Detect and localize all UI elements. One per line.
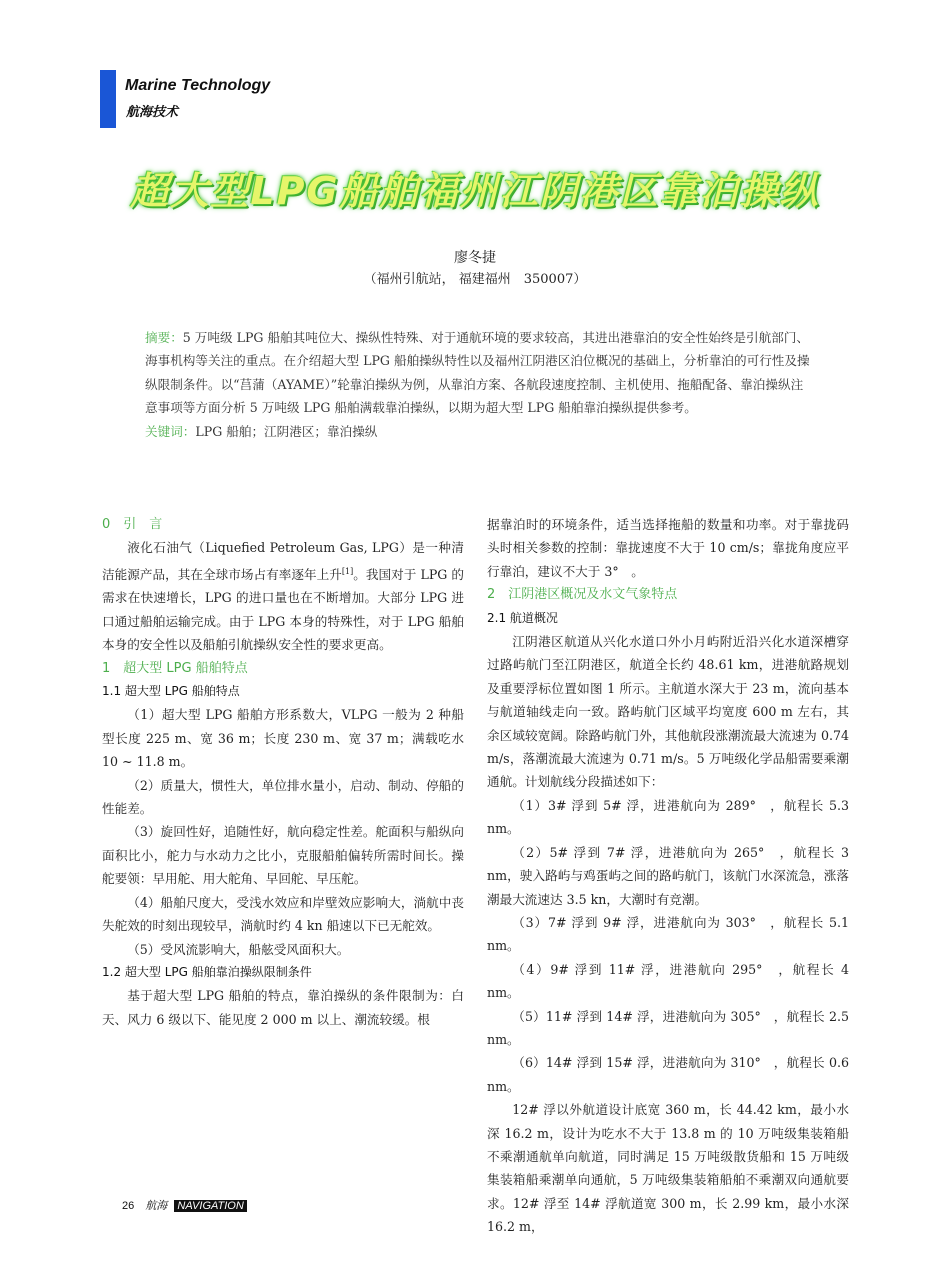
section-color-bar [100, 70, 116, 128]
section-title-en: Marine Technology [125, 77, 271, 94]
author-name: 廖冬捷 [454, 250, 496, 266]
keywords-label: 关键词： [145, 423, 196, 439]
section-1-1-heading: 1.1 超大型 LPG 船舶特点 [102, 684, 240, 699]
section-1-heading: 1 超大型 LPG 船舶特点 [102, 660, 248, 676]
section-2-1-heading: 2.1 航道概况 [487, 610, 558, 625]
section-0-heading: 0 引 言 [102, 517, 163, 532]
intro-paragraph [102, 536, 464, 656]
body-column-left [102, 513, 464, 1031]
magazine-name-en: NAVIGATION [174, 1200, 246, 1212]
magazine-name: 航海 [145, 1200, 168, 1212]
keywords-value: LPG 船舶；江阴港区；靠泊操纵 [195, 423, 378, 439]
abstract-body: 5 万吨级 LPG 船舶其吨位大、操纵性特殊、对于通航环境的要求较高，其进出港靠泊的安全性始终是引航部门、海事机构等关注的重点。在介绍超大型 LPG 船舶操纵特性以及福州江阴港区泊位概况的基础上，分析靠泊的可行性及操纵限制条件。以“莒蒲（AYAME）”轮靠泊操纵为例，从靠泊方案、各航段速度控制、主机使用、拖船配备、靠泊操纵注意事项等方面分析 5 万吨级 LPG 船舶满载靠泊操纵，以期为超大型 LPG 船舶靠泊操纵提供参考。 [145, 330, 810, 416]
route-leg: （3）7# 浮到 9# 浮，进港航向为 303° ，航程长 5.1 nm。 [487, 914, 849, 954]
page-footer [122, 1197, 247, 1213]
section-1-2-heading: 1.2 超大型 LPG 船舶靠泊操纵限制条件 [102, 964, 312, 979]
route-leg: （5）11# 浮到 14# 浮，进港航向为 305° ，航程长 2.5 nm。 [487, 1008, 849, 1047]
route-leg: （2）5# 浮到 7# 浮，进港航向为 265° ，航程长 3 nm，驶入路屿与鸡蛋屿之间的路屿航门，该航门水深流急，涨落潮最大流速达 3.5 kn，大潮时有竞潮。 [487, 844, 849, 907]
channel-paragraph: 江阴港区航道从兴化水道口外小月屿附近沿兴化水道深槽穿过路屿航门至江阴港区，航道全长约 48.61 km，进港航路规划及重要浮标位置如图 1 所示。主航道水深大于 23 m，流向基本与航道轴线走向一致。路屿航门区域平均宽度 600 m 左右，其余区域较宽阔。除路屿航门外，其他航段涨潮流最大流速为 0.74 m/s，落潮流最大流速为 0.71 m/s。5 万吨级化学品船需要乘潮通航。计划航线分段描述如下： [487, 634, 849, 790]
feature-item: （5）受风流影响大，船舷受风面积大。 [127, 941, 350, 957]
author-affiliation: （福州引航站， 福建福州 350007） [363, 272, 587, 287]
channel-design-paragraph: 12# 浮以外航道设计底宽 360 m，长 44.42 km，最小水深 16.2 m，设计为吃水不大于 13.8 m 的 10 万吨级集装箱船不乘潮通航单向航道，同时满足 15 万吨级散货船和 15 万吨级集装箱船乘潮单向通航，5 万吨级集装箱船舶不乘潮双向通航要求。12# 浮至 14# 浮航道宽 300 m，长 2.99 km，最小水深 16.2 m， [487, 1102, 849, 1235]
keywords-line [145, 420, 810, 443]
feature-item: （1）超大型 LPG 船舶方形系数大，VLPG 一般为 2 种船型长度 225 m、宽 36 m；长度 230 m、宽 37 m；满载吃水 10 ~ 11.8 m。 [102, 707, 464, 770]
body-column-right [487, 513, 849, 1239]
route-leg: （1）3# 浮到 5# 浮，进港航向为 289° ，航程长 5.3 nm。 [487, 797, 849, 837]
intro-text-a: 液化石油气（Liquefied Petroleum Gas, LPG）是一种清洁能源产品，其在全球市场占有率逐年上升 [102, 540, 464, 582]
route-leg: （4）9# 浮到 11# 浮，进港航向 295° ，航程长 4 nm。 [487, 961, 849, 1001]
continued-paragraph: 据靠泊时的环境条件，适当选择拖船的数量和功率。对于靠拢码头时相关参数的控制：靠拢速度不大于 10 cm/s；靠拢角度应平行靠泊，建议不大于 3° 。 [487, 517, 849, 579]
section-2-heading: 2 江阴港区概况及水文气象特点 [487, 587, 678, 603]
limits-paragraph: 基于超大型 LPG 船舶的特点，靠泊操纵的条件限制为：白天、风力 6 级以下、能见度 2 000 m 以上、潮流较缓。根 [102, 988, 464, 1027]
intro-text-b: 。我国对于 LPG 的需求在快速增长，LPG 的进口量也在不断增加。大部分 LPG 进口通过船舶运输完成。由于 LPG 本身的特殊性，对于 LPG 船舶本身的安全性以及船舶引航操纵安全性的要求更高。 [102, 567, 465, 653]
article-title: 超大型LPG船舶福州江阴港区靠泊操纵 [130, 169, 820, 213]
feature-item: （3）旋回性好，追随性好，航向稳定性差。舵面积与船纵向面积比小，舵力与水动力之比小，克服船舶偏转所需时间长。操舵要领：早用舵、用大舵角、早回舵、早压舵。 [102, 824, 464, 887]
abstract-label: 摘要： [145, 330, 183, 345]
abstract-text [145, 326, 810, 420]
citation-ref: [1] [341, 566, 354, 576]
abstract-block [145, 326, 810, 443]
page-number: 26 [122, 1200, 135, 1212]
feature-item: （4）船舶尺度大，受浅水效应和岸壁效应影响大，淌航中丧失舵效的时刻出现较早，淌航时约 4 kn 船速以下已无舵效。 [102, 894, 464, 934]
section-title-cn: 航海技术 [126, 105, 179, 120]
feature-item: （2）质量大，惯性大，单位排水量小，启动、制动、停船的性能差。 [102, 777, 464, 817]
route-leg: （6）14# 浮到 15# 浮，进港航向为 310° ，航程长 0.6 nm。 [487, 1055, 849, 1094]
